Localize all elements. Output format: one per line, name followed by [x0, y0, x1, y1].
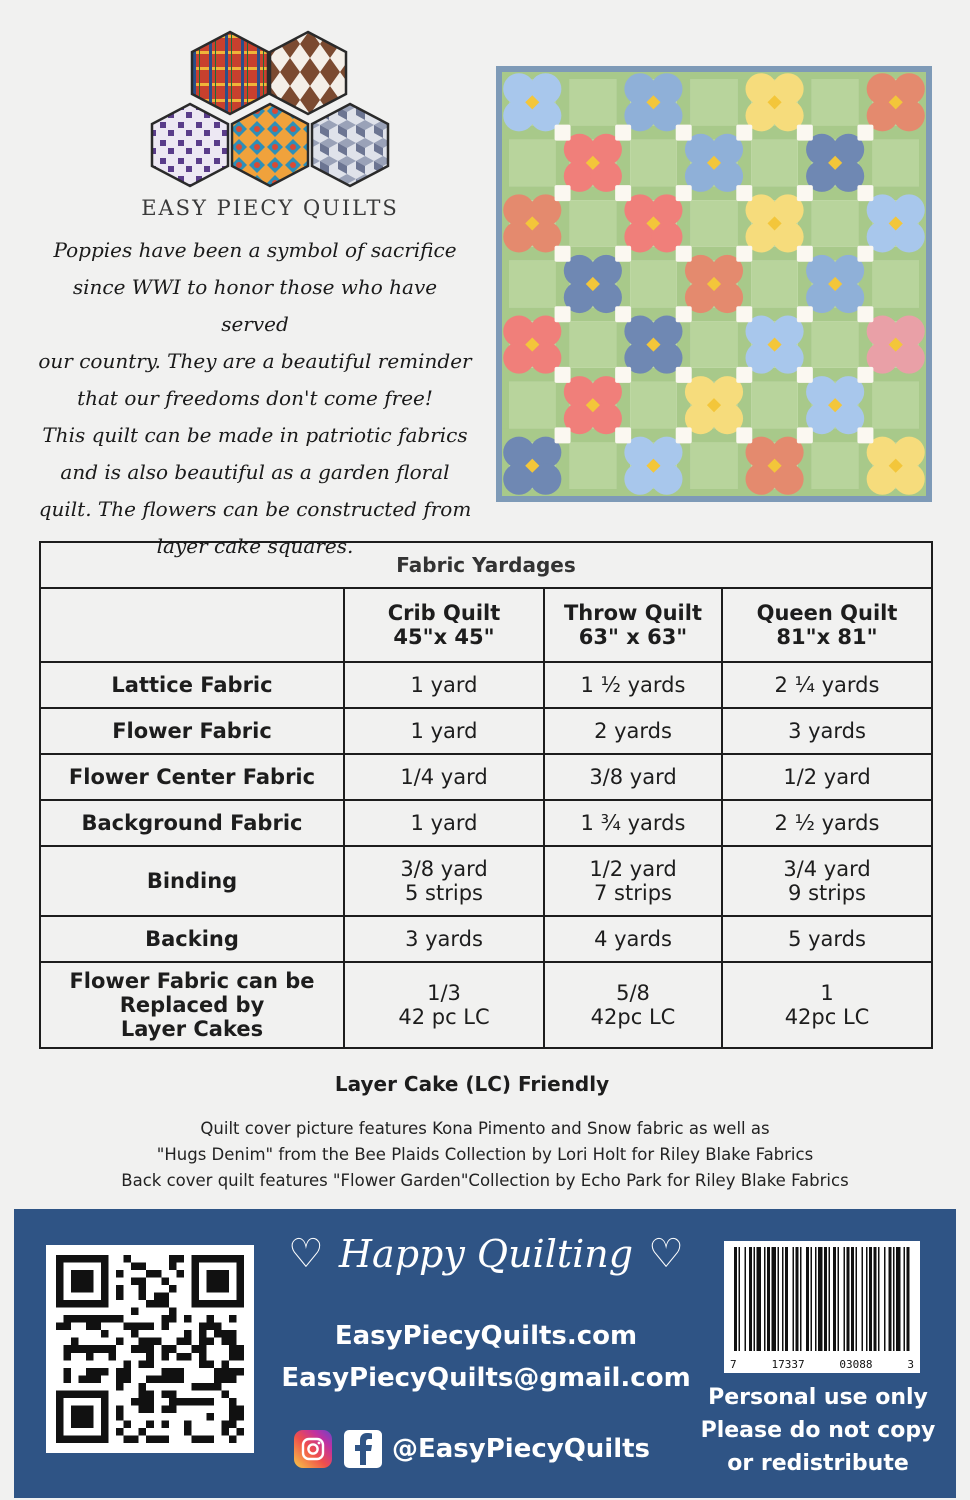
- happy-quilting-banner: [286, 1231, 686, 1291]
- header-throw: Throw Quilt 63" x 63": [544, 588, 722, 662]
- intro-line: and is also beautiful as a garden floral: [60, 460, 450, 484]
- footer-band: [14, 1209, 956, 1498]
- table-row: [40, 962, 932, 1048]
- table-cell: 3/8 yard: [544, 754, 722, 800]
- table-cell: 3 yards: [722, 708, 932, 754]
- row-label: Backing: [40, 916, 344, 962]
- qr-code-icon[interactable]: [46, 1245, 254, 1453]
- table-cell: 2 ¼ yards: [722, 662, 932, 708]
- table-cell: 1 ¾ yards: [544, 800, 722, 846]
- table-cell: 1 yard: [344, 708, 544, 754]
- row-label: Flower Center Fabric: [40, 754, 344, 800]
- table-cell: 1 42pc LC: [722, 962, 932, 1048]
- table-cell: 2 yards: [544, 708, 722, 754]
- row-label: Lattice Fabric: [40, 662, 344, 708]
- facebook-icon[interactable]: [344, 1430, 382, 1468]
- table-cell: 4 yards: [544, 916, 722, 962]
- table-row: [40, 800, 932, 846]
- table-row: [40, 846, 932, 916]
- intro-line: our country. They are a beautiful reminder: [38, 349, 472, 373]
- heart-icon: ♡: [287, 1231, 324, 1277]
- table-cell: 1/2 yard: [722, 754, 932, 800]
- credit-line: Back cover quilt features "Flower Garden"Collection by Echo Park for Riley Blake Fabrics: [121, 1171, 849, 1190]
- table-cell: 1/2 yard 7 strips: [544, 846, 722, 916]
- heart-icon: ♡: [648, 1231, 685, 1277]
- instagram-icon[interactable]: [294, 1430, 332, 1468]
- table-cell: 1/3 42 pc LC: [344, 962, 544, 1048]
- brand-name: EASY PIECY QUILTS: [141, 196, 399, 220]
- table-cell: 3 yards: [344, 916, 544, 962]
- header-queen: Queen Quilt 81"x 81": [722, 588, 932, 662]
- notice-line: Personal use only: [708, 1385, 928, 1410]
- table-cell: 1/4 yard: [344, 754, 544, 800]
- credit-line: Quilt cover picture features Kona Pimento and Snow fabric as well as: [200, 1119, 770, 1138]
- fabric-credits: [0, 1116, 970, 1194]
- notice-line: or redistribute: [727, 1451, 909, 1476]
- layer-cake-friendly-title: Layer Cake (LC) Friendly: [334, 1072, 610, 1096]
- table-cell: 1 yard: [344, 800, 544, 846]
- header-empty-cell: [40, 588, 344, 662]
- barcode-icon: [724, 1241, 920, 1373]
- intro-paragraph: [36, 232, 474, 565]
- table-cell: 5 yards: [722, 916, 932, 962]
- table-row: [40, 708, 932, 754]
- row-label: Binding: [40, 846, 344, 916]
- social-links: [294, 1427, 650, 1471]
- table-cell: 5/8 42pc LC: [544, 962, 722, 1048]
- table-row: [40, 662, 932, 708]
- table-cell: 3/8 yard 5 strips: [344, 846, 544, 916]
- table-row: [40, 916, 932, 962]
- barcode-digits: 7 17337 03088 3: [730, 1358, 914, 1371]
- table-cell: 3/4 yard 9 strips: [722, 846, 932, 916]
- table-cell: 1 yard: [344, 662, 544, 708]
- intro-line: since WWI to honor those who have served: [72, 275, 438, 336]
- fabric-yardage-table: [39, 541, 933, 1049]
- email-link[interactable]: EasyPiecyQuilts@gmail.com: [281, 1363, 691, 1393]
- table-cell: 1 ½ yards: [544, 662, 722, 708]
- row-label: Flower Fabric: [40, 708, 344, 754]
- notice-line: Please do not copy: [700, 1418, 936, 1443]
- row-label: Background Fabric: [40, 800, 344, 846]
- intro-line: Poppies have been a symbol of sacrifice: [53, 238, 457, 262]
- intro-line: that our freedoms don't come free!: [77, 386, 433, 410]
- social-handle[interactable]: @EasyPiecyQuilts: [392, 1434, 651, 1464]
- personal-use-notice: [690, 1381, 946, 1480]
- header-crib: Crib Quilt 45"x 45": [344, 588, 544, 662]
- intro-line: This quilt can be made in patriotic fabrics: [42, 423, 468, 447]
- happy-quilting-text: Happy Quilting: [338, 1232, 634, 1276]
- table-caption: Fabric Yardages: [40, 542, 932, 588]
- quilt-image: [496, 66, 932, 502]
- website-link[interactable]: EasyPiecyQuilts.com: [334, 1321, 638, 1351]
- row-label: Flower Fabric can be Replaced by Layer Cakes: [40, 962, 344, 1048]
- table-cell: 2 ½ yards: [722, 800, 932, 846]
- credit-line: "Hugs Denim" from the Bee Plaids Collection by Lori Holt for Riley Blake Fabrics: [156, 1145, 814, 1164]
- intro-line: layer cake squares.: [156, 534, 354, 558]
- table-row: [40, 754, 932, 800]
- intro-line: quilt. The flowers can be constructed from: [38, 497, 472, 521]
